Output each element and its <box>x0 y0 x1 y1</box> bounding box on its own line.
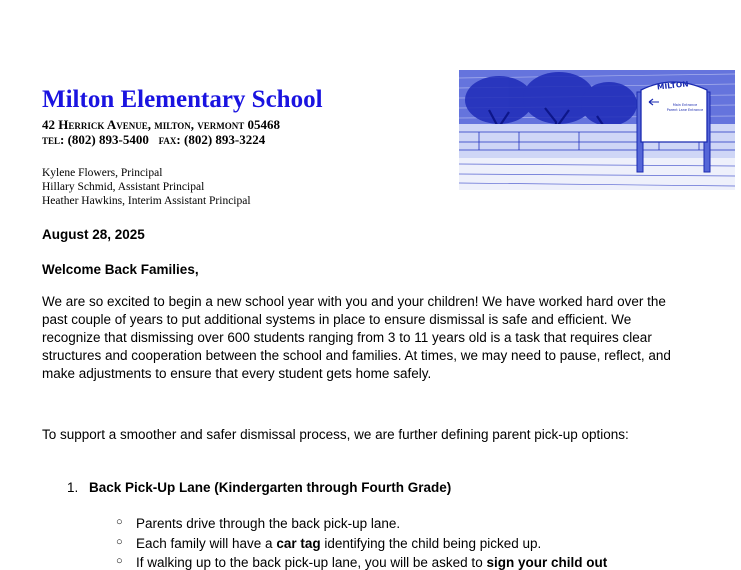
bullet-circle-icon: ○ <box>116 516 123 528</box>
letter-paragraph-2: To support a smoother and safer dismissal process, we are further defining parent pick-up options: <box>42 427 629 442</box>
fax-number: (802) 893-3224 <box>184 132 266 147</box>
school-sign-sketch <box>459 70 735 190</box>
bullet-circle-icon: ○ <box>116 536 123 548</box>
contact-phones <box>42 132 265 147</box>
letter-greeting: Welcome Back Families, <box>42 262 199 277</box>
staff-principal: Kylene Flowers, Principal <box>42 167 163 179</box>
school-address: 42 Herrick Avenue, milton, vermont 05468 <box>42 117 281 132</box>
staff-assistant-principal: Hillary Schmid, Assistant Principal <box>42 181 205 193</box>
list-heading: Back Pick-Up Lane (Kindergarten through Fourth Grade) <box>89 480 452 495</box>
tel-number: (802) 893-5400 <box>67 132 149 147</box>
bullet-text: If walking up to the back pick-up lane, you will be asked to sign your child out <box>136 555 608 570</box>
bullet-circle-icon: ○ <box>116 555 123 567</box>
letter-date: August 28, 2025 <box>42 227 145 242</box>
list-item-back-pickup <box>67 480 451 495</box>
sign-line-2: Parent Lane Entrance <box>666 108 704 112</box>
staff-interim-assistant-principal: Heather Hawkins, Interim Assistant Principal <box>42 195 251 207</box>
list-number: 1. <box>67 480 79 495</box>
bullet-text: Parents drive through the back pick-up lane. <box>136 516 401 531</box>
fax-label: fax: <box>158 132 181 147</box>
tel-label: tel: <box>42 132 65 147</box>
sign-line-1: Main Entrance <box>672 103 698 107</box>
school-name: Milton Elementary School <box>42 86 323 113</box>
bullet-text: Each family will have a car tag identifying the child being picked up. <box>136 536 542 551</box>
letter-paragraph-1: We are so excited to begin a new school year with you and your children! We have worked hard over the past couple of years to put additional systems in place to ensure dismissal is safe and efficient. We recognize that dismissing over 600 students ranging from 3 to 11 years old is a task that requires clear structures and cooperation between the school and families. At times, we may need to pause, reflect, and make adjustments to ensure that every student gets home safely. <box>42 294 671 381</box>
staff-list <box>42 166 251 208</box>
sign-title: MILTON <box>656 79 689 92</box>
